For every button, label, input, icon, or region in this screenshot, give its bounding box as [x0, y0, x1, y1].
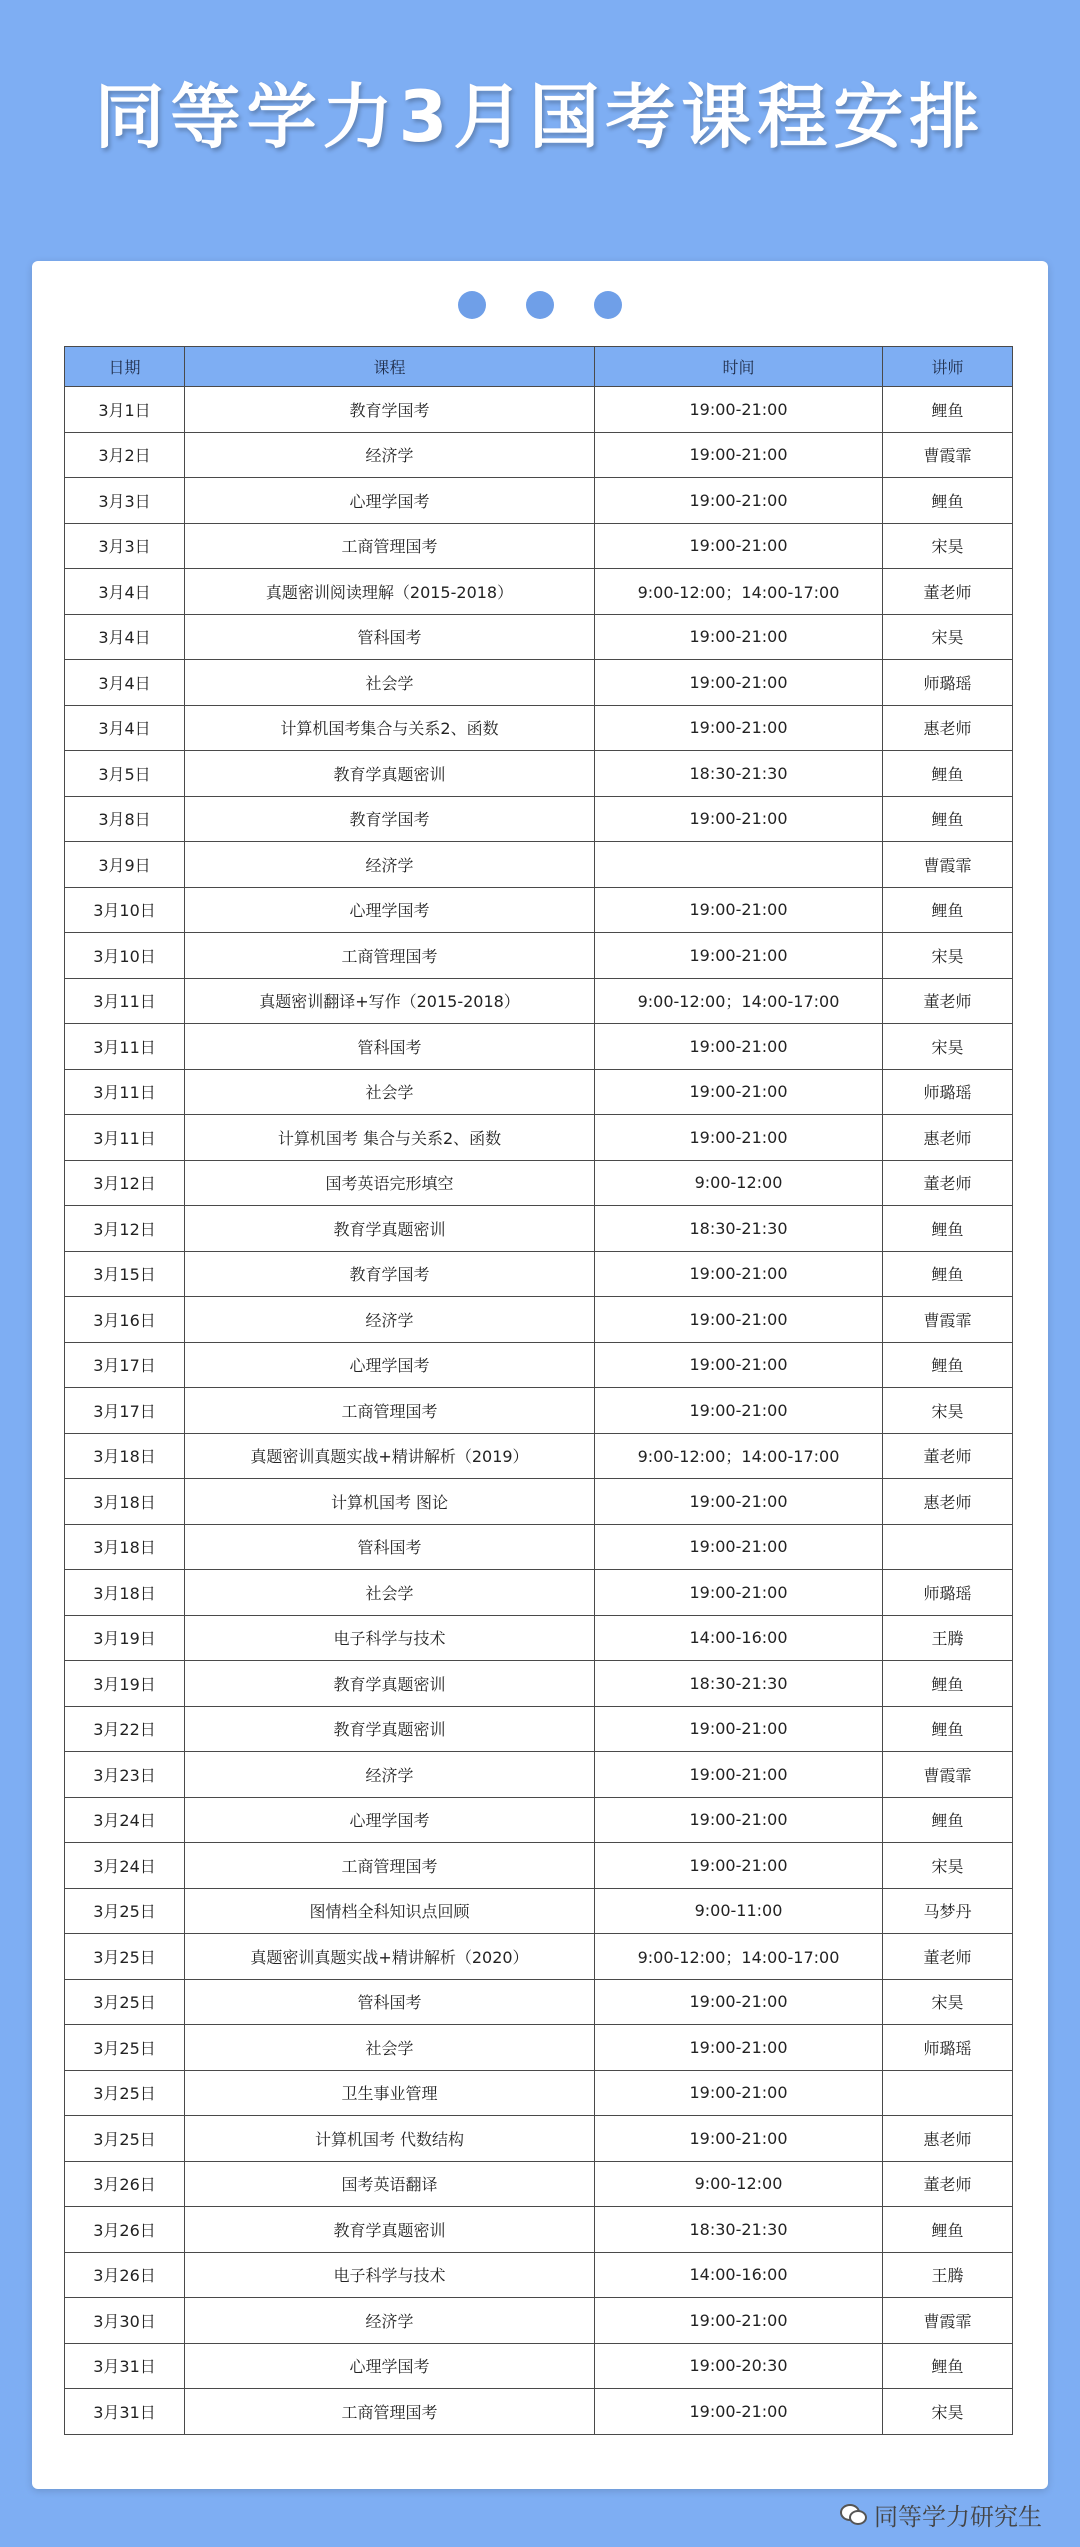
cell-time: 9:00-12:00；14:00-17:00	[595, 1433, 883, 1479]
cell-teacher: 董老师	[883, 1160, 1013, 1206]
table-row	[65, 1433, 1013, 1479]
table-row	[65, 1388, 1013, 1434]
cell-time: 19:00-21:00	[595, 1797, 883, 1843]
cell-date: 3月12日	[65, 1160, 185, 1206]
cell-date: 3月24日	[65, 1797, 185, 1843]
cell-course: 经济学	[185, 842, 595, 888]
dot-icon	[458, 291, 486, 319]
cell-course: 社会学	[185, 1570, 595, 1616]
table-row	[65, 978, 1013, 1024]
cell-date: 3月8日	[65, 796, 185, 842]
table-row	[65, 478, 1013, 524]
cell-date: 3月25日	[65, 1979, 185, 2025]
cell-date: 3月4日	[65, 569, 185, 615]
wechat-icon	[840, 2504, 866, 2524]
table-row	[65, 1069, 1013, 1115]
cell-time: 19:00-21:00	[595, 1479, 883, 1525]
cell-course: 心理学国考	[185, 478, 595, 524]
cell-teacher: 王腾	[883, 2252, 1013, 2298]
cell-teacher: 鲤鱼	[883, 887, 1013, 933]
cell-time: 19:00-21:00	[595, 614, 883, 660]
cell-time: 14:00-16:00	[595, 1615, 883, 1661]
cell-date: 3月30日	[65, 2298, 185, 2344]
cell-date: 3月11日	[65, 1069, 185, 1115]
cell-time: 19:00-21:00	[595, 1297, 883, 1343]
cell-teacher: 惠老师	[883, 1479, 1013, 1525]
cell-time: 9:00-12:00；14:00-17:00	[595, 978, 883, 1024]
table-row	[65, 2207, 1013, 2253]
cell-teacher: 宋昊	[883, 1388, 1013, 1434]
cell-time: 19:00-20:30	[595, 2343, 883, 2389]
cell-date: 3月25日	[65, 2025, 185, 2071]
cell-date: 3月10日	[65, 933, 185, 979]
cell-time: 19:00-21:00	[595, 660, 883, 706]
cell-course: 管科国考	[185, 1524, 595, 1570]
cell-time: 19:00-21:00	[595, 2298, 883, 2344]
table-row	[65, 1160, 1013, 1206]
table-row	[65, 2070, 1013, 2116]
table-row	[65, 569, 1013, 615]
cell-date: 3月12日	[65, 1206, 185, 1252]
cell-time: 18:30-21:30	[595, 1206, 883, 1252]
watermark-text: 同等学力研究生	[874, 2502, 1042, 2531]
cell-teacher: 鲤鱼	[883, 1342, 1013, 1388]
cell-course: 教育学真题密训	[185, 1206, 595, 1252]
cell-teacher: 惠老师	[883, 1115, 1013, 1161]
cell-course: 教育学真题密训	[185, 1661, 595, 1707]
cell-teacher: 鲤鱼	[883, 1661, 1013, 1707]
table-header-row	[65, 347, 1013, 387]
dot-icon	[594, 291, 622, 319]
cell-time: 19:00-21:00	[595, 1024, 883, 1070]
table-row	[65, 1752, 1013, 1798]
cell-teacher: 曹霞霏	[883, 2298, 1013, 2344]
cell-course: 社会学	[185, 660, 595, 706]
cell-course: 国考英语完形填空	[185, 1160, 595, 1206]
cell-date: 3月19日	[65, 1661, 185, 1707]
cell-course: 教育学国考	[185, 796, 595, 842]
cell-teacher: 董老师	[883, 569, 1013, 615]
cell-time: 9:00-12:00；14:00-17:00	[595, 1934, 883, 1980]
cell-teacher: 马梦丹	[883, 1888, 1013, 1934]
table-row	[65, 1661, 1013, 1707]
table-row	[65, 1524, 1013, 1570]
dot-icon	[526, 291, 554, 319]
cell-course: 电子科学与技术	[185, 1615, 595, 1661]
cell-time: 14:00-16:00	[595, 2252, 883, 2298]
cell-course: 电子科学与技术	[185, 2252, 595, 2298]
cell-teacher: 鲤鱼	[883, 751, 1013, 797]
cell-course: 教育学真题密训	[185, 1706, 595, 1752]
cell-course: 心理学国考	[185, 2343, 595, 2389]
decorative-dots	[0, 291, 1080, 319]
cell-teacher: 鲤鱼	[883, 478, 1013, 524]
cell-time: 19:00-21:00	[595, 1570, 883, 1616]
cell-date: 3月24日	[65, 1843, 185, 1889]
cell-time: 19:00-21:00	[595, 432, 883, 478]
table-row	[65, 1570, 1013, 1616]
table-row	[65, 1706, 1013, 1752]
cell-course: 经济学	[185, 1752, 595, 1798]
cell-date: 3月5日	[65, 751, 185, 797]
table-row	[65, 432, 1013, 478]
cell-date: 3月15日	[65, 1251, 185, 1297]
cell-date: 3月18日	[65, 1570, 185, 1616]
cell-time: 18:30-21:30	[595, 2207, 883, 2253]
table-row	[65, 2116, 1013, 2162]
cell-teacher: 鲤鱼	[883, 387, 1013, 433]
cell-course: 管科国考	[185, 1979, 595, 2025]
cell-course: 图情档全科知识点回顾	[185, 1888, 595, 1934]
cell-date: 3月31日	[65, 2389, 185, 2435]
table-row	[65, 1979, 1013, 2025]
page-title: 同等学力3月国考课程安排	[94, 76, 986, 158]
table-row	[65, 887, 1013, 933]
cell-time: 19:00-21:00	[595, 1115, 883, 1161]
cell-date: 3月23日	[65, 1752, 185, 1798]
cell-date: 3月18日	[65, 1524, 185, 1570]
cell-time: 19:00-21:00	[595, 2070, 883, 2116]
header-date: 日期	[65, 347, 185, 387]
cell-time: 19:00-21:00	[595, 887, 883, 933]
table-row	[65, 705, 1013, 751]
cell-time: 9:00-12:00	[595, 1160, 883, 1206]
cell-teacher: 宋昊	[883, 1979, 1013, 2025]
cell-course: 真题密训翻译+写作（2015-2018）	[185, 978, 595, 1024]
cell-course: 真题密训真题实战+精讲解析（2020）	[185, 1934, 595, 1980]
cell-time: 19:00-21:00	[595, 1388, 883, 1434]
table-row	[65, 796, 1013, 842]
cell-teacher: 鲤鱼	[883, 1251, 1013, 1297]
cell-course: 计算机国考 图论	[185, 1479, 595, 1525]
cell-time: 19:00-21:00	[595, 1752, 883, 1798]
cell-course: 工商管理国考	[185, 1388, 595, 1434]
cell-course: 教育学国考	[185, 1251, 595, 1297]
cell-course: 心理学国考	[185, 887, 595, 933]
cell-time: 19:00-21:00	[595, 1069, 883, 1115]
table-row	[65, 2389, 1013, 2435]
cell-date: 3月4日	[65, 660, 185, 706]
table-row	[65, 1024, 1013, 1070]
cell-course: 教育学国考	[185, 387, 595, 433]
schedule-table	[64, 346, 1013, 2435]
table-row	[65, 2161, 1013, 2207]
cell-time: 19:00-21:00	[595, 2389, 883, 2435]
cell-time: 9:00-12:00；14:00-17:00	[595, 569, 883, 615]
cell-course: 国考英语翻译	[185, 2161, 595, 2207]
cell-date: 3月3日	[65, 523, 185, 569]
cell-teacher: 鲤鱼	[883, 2343, 1013, 2389]
table-body	[65, 387, 1013, 2435]
cell-date: 3月19日	[65, 1615, 185, 1661]
cell-teacher: 师璐瑶	[883, 1069, 1013, 1115]
table-row	[65, 614, 1013, 660]
table-row	[65, 933, 1013, 979]
cell-date: 3月26日	[65, 2207, 185, 2253]
cell-date: 3月25日	[65, 1888, 185, 1934]
cell-date: 3月11日	[65, 978, 185, 1024]
cell-course: 卫生事业管理	[185, 2070, 595, 2116]
cell-course: 计算机国考 代数结构	[185, 2116, 595, 2162]
table-row	[65, 2343, 1013, 2389]
cell-date: 3月4日	[65, 705, 185, 751]
cell-course: 工商管理国考	[185, 2389, 595, 2435]
cell-time: 19:00-21:00	[595, 1342, 883, 1388]
cell-time: 19:00-21:00	[595, 1706, 883, 1752]
cell-teacher: 鲤鱼	[883, 1206, 1013, 1252]
table-row	[65, 751, 1013, 797]
cell-course: 真题密训阅读理解（2015-2018）	[185, 569, 595, 615]
cell-course: 计算机国考集合与关系2、函数	[185, 705, 595, 751]
header-course: 课程	[185, 347, 595, 387]
cell-course: 工商管理国考	[185, 523, 595, 569]
cell-time: 19:00-21:00	[595, 2116, 883, 2162]
cell-teacher: 师璐瑶	[883, 2025, 1013, 2071]
cell-course: 心理学国考	[185, 1342, 595, 1388]
watermark	[840, 2502, 1042, 2531]
table-row	[65, 660, 1013, 706]
cell-time: 19:00-21:00	[595, 523, 883, 569]
cell-date: 3月2日	[65, 432, 185, 478]
cell-date: 3月9日	[65, 842, 185, 888]
cell-time: 9:00-11:00	[595, 1888, 883, 1934]
cell-date: 3月18日	[65, 1479, 185, 1525]
cell-teacher: 曹霞霏	[883, 1752, 1013, 1798]
cell-teacher: 惠老师	[883, 2116, 1013, 2162]
table-row	[65, 1206, 1013, 1252]
cell-teacher: 王腾	[883, 1615, 1013, 1661]
cell-teacher: 师璐瑶	[883, 660, 1013, 706]
cell-teacher: 宋昊	[883, 614, 1013, 660]
cell-teacher	[883, 2070, 1013, 2116]
cell-course: 计算机国考 集合与关系2、函数	[185, 1115, 595, 1161]
cell-time: 19:00-21:00	[595, 387, 883, 433]
cell-teacher: 曹霞霏	[883, 432, 1013, 478]
table-row	[65, 1615, 1013, 1661]
cell-date: 3月26日	[65, 2161, 185, 2207]
cell-date: 3月25日	[65, 1934, 185, 1980]
cell-date: 3月11日	[65, 1115, 185, 1161]
header-time: 时间	[595, 347, 883, 387]
cell-course: 心理学国考	[185, 1797, 595, 1843]
cell-time: 19:00-21:00	[595, 1843, 883, 1889]
cell-date: 3月11日	[65, 1024, 185, 1070]
table-row	[65, 2252, 1013, 2298]
table-row	[65, 2025, 1013, 2071]
table-row	[65, 1843, 1013, 1889]
cell-teacher: 董老师	[883, 978, 1013, 1024]
cell-time: 19:00-21:00	[595, 1251, 883, 1297]
cell-course: 经济学	[185, 2298, 595, 2344]
cell-teacher: 鲤鱼	[883, 1797, 1013, 1843]
cell-teacher: 宋昊	[883, 2389, 1013, 2435]
cell-teacher: 宋昊	[883, 1024, 1013, 1070]
cell-time: 9:00-12:00	[595, 2161, 883, 2207]
cell-time: 19:00-21:00	[595, 705, 883, 751]
cell-date: 3月22日	[65, 1706, 185, 1752]
cell-date: 3月25日	[65, 2116, 185, 2162]
cell-teacher: 曹霞霏	[883, 842, 1013, 888]
cell-date: 3月16日	[65, 1297, 185, 1343]
cell-teacher: 董老师	[883, 1433, 1013, 1479]
cell-time: 18:30-21:30	[595, 751, 883, 797]
table-row	[65, 1297, 1013, 1343]
cell-date: 3月1日	[65, 387, 185, 433]
cell-course: 教育学真题密训	[185, 2207, 595, 2253]
cell-teacher: 鲤鱼	[883, 2207, 1013, 2253]
cell-course: 工商管理国考	[185, 933, 595, 979]
cell-teacher: 董老师	[883, 2161, 1013, 2207]
cell-time: 19:00-21:00	[595, 796, 883, 842]
table-row	[65, 1797, 1013, 1843]
cell-course: 经济学	[185, 1297, 595, 1343]
table-row	[65, 2298, 1013, 2344]
cell-teacher: 董老师	[883, 1934, 1013, 1980]
cell-time: 19:00-21:00	[595, 933, 883, 979]
cell-teacher: 惠老师	[883, 705, 1013, 751]
table-row	[65, 387, 1013, 433]
cell-teacher	[883, 1524, 1013, 1570]
cell-time: 19:00-21:00	[595, 2025, 883, 2071]
table-row	[65, 1251, 1013, 1297]
table-row	[65, 1888, 1013, 1934]
cell-time: 19:00-21:00	[595, 1979, 883, 2025]
cell-course: 社会学	[185, 1069, 595, 1115]
table-row	[65, 1479, 1013, 1525]
cell-teacher: 宋昊	[883, 523, 1013, 569]
cell-teacher: 鲤鱼	[883, 1706, 1013, 1752]
cell-teacher: 师璐瑶	[883, 1570, 1013, 1616]
table-row	[65, 842, 1013, 888]
cell-course: 经济学	[185, 432, 595, 478]
cell-date: 3月31日	[65, 2343, 185, 2389]
cell-date: 3月26日	[65, 2252, 185, 2298]
header-teacher: 讲师	[883, 347, 1013, 387]
table-row	[65, 1934, 1013, 1980]
cell-course: 教育学真题密训	[185, 751, 595, 797]
cell-course: 真题密训真题实战+精讲解析（2019）	[185, 1433, 595, 1479]
cell-course: 管科国考	[185, 1024, 595, 1070]
cell-teacher: 鲤鱼	[883, 796, 1013, 842]
cell-teacher: 宋昊	[883, 933, 1013, 979]
cell-date: 3月10日	[65, 887, 185, 933]
table-row	[65, 1115, 1013, 1161]
cell-teacher: 宋昊	[883, 1843, 1013, 1889]
cell-time: 19:00-21:00	[595, 1524, 883, 1570]
cell-course: 管科国考	[185, 614, 595, 660]
table-row	[65, 523, 1013, 569]
cell-time: 19:00-21:00	[595, 478, 883, 524]
cell-teacher: 曹霞霏	[883, 1297, 1013, 1343]
cell-course: 工商管理国考	[185, 1843, 595, 1889]
cell-date: 3月17日	[65, 1342, 185, 1388]
cell-date: 3月4日	[65, 614, 185, 660]
cell-date: 3月3日	[65, 478, 185, 524]
cell-date: 3月25日	[65, 2070, 185, 2116]
cell-time: 18:30-21:30	[595, 1661, 883, 1707]
cell-date: 3月18日	[65, 1433, 185, 1479]
cell-course: 社会学	[185, 2025, 595, 2071]
cell-date: 3月17日	[65, 1388, 185, 1434]
table-row	[65, 1342, 1013, 1388]
cell-time	[595, 842, 883, 888]
